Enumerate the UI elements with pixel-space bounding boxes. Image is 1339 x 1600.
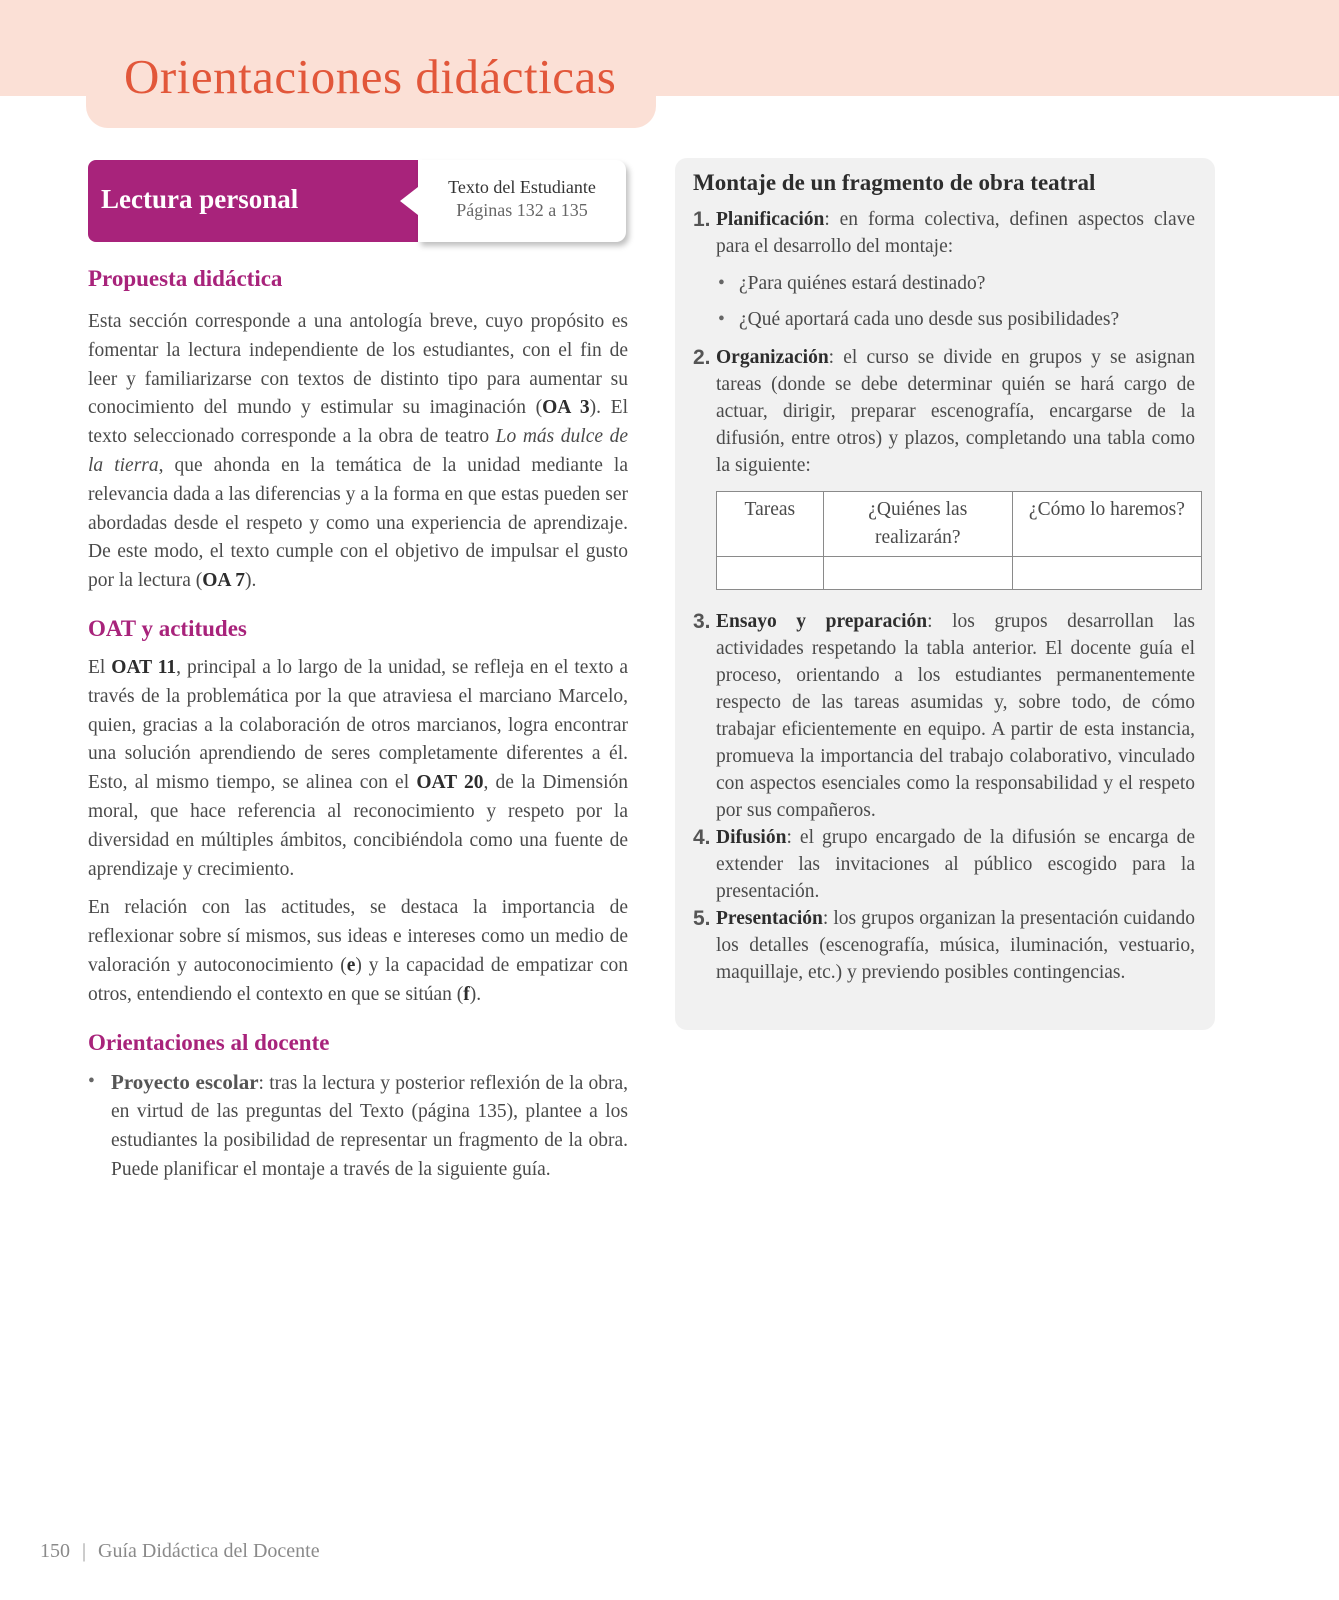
- steps-list: [693, 206, 1195, 986]
- text-run: ).: [469, 983, 482, 1005]
- step-item: [693, 824, 1195, 905]
- step-item: [693, 905, 1195, 986]
- reference-book: Texto del Estudiante: [448, 177, 596, 197]
- tasks-table: [716, 491, 1202, 590]
- step-text: : los grupos desarrollan las actividades respetando la tabla anterior. El docente guía el proceso, orientando a los estudiantes permanentemente respecto de las tareas asumidas y, sobre todo, de cómo trabajar eficientemente en equipo. A partir de esta instancia, promueva la importancia del trabajo colaborativo, vinculado con aspectos esenciales como la responsabilidad y el respeto por sus compañeros.: [716, 611, 1195, 821]
- box-title: Montaje de un fragmento de obra teatral: [693, 170, 1096, 195]
- table-header: ¿Cómo lo haremos?: [1012, 492, 1201, 557]
- step-text: : en forma colectiva, definen aspectos clave para el desarrollo del montaje:: [716, 209, 1195, 257]
- step-text: : los grupos organizan la presentación cuidando los detalles (escenografía, música, iluminación, vestuario, maquillaje, etc.) y previendo posibles contingencias.: [716, 908, 1195, 983]
- heading-oat: OAT y actitudes: [88, 615, 247, 641]
- table-row: [717, 557, 1202, 590]
- step-text: : el grupo encargado de la difusión se encarga de extender las invitaciones al público escogido para la presentación.: [716, 827, 1195, 902]
- work-title: Lo más dulce de la tierra: [88, 426, 628, 476]
- bullet-label: Proyecto escolar: [111, 1069, 259, 1094]
- step-item: [693, 608, 1195, 824]
- section-title: Lectura personal: [101, 184, 299, 214]
- heading-propuesta: Propuesta didáctica: [88, 266, 283, 291]
- step-label: Organización: [716, 347, 829, 368]
- oat-reference: OAT 11: [111, 656, 177, 678]
- text-run: ). El texto seleccionado corresponde a la obra de teatro: [88, 397, 628, 448]
- text-run: En relación con las actitudes, se destaca la importancia de reflexionar sobre sí mismos, sus ideas e intereses como un medio de valoración y autoconocimiento (: [88, 897, 628, 976]
- step-label: Planificación: [716, 209, 825, 230]
- step-number: 1.: [693, 208, 711, 231]
- section-banner: [88, 160, 628, 242]
- list-item: [88, 1068, 628, 1185]
- oa-reference: OA 3: [542, 397, 590, 419]
- step-number: 2.: [693, 346, 711, 369]
- step-number: 4.: [693, 826, 711, 849]
- oat-reference: OAT 20: [416, 772, 484, 794]
- step-label: Presentación: [716, 908, 823, 929]
- orientaciones-list: [88, 1068, 628, 1185]
- table-cell: [823, 557, 1012, 590]
- text-run: , que ahonda en la temática de la unidad mediante la relevancia dada a las diferencias y a la forma en que estas pueden ser abordadas desde el respeto y como una experiencia de aprendizaje. De este modo, el texto cumple con el objetivo de impulsar el gusto por la lectura (: [88, 454, 629, 592]
- page-title: Orientaciones didácticas: [124, 49, 617, 104]
- footer-separator: |: [82, 1540, 87, 1562]
- table-cell: [717, 557, 824, 590]
- left-column: [88, 266, 628, 1185]
- text-run: El: [88, 656, 112, 678]
- sub-item: • ¿Para quiénes estará destinado?: [716, 266, 1195, 302]
- book-title: Guía Didáctica del Docente: [98, 1540, 320, 1562]
- text-run: ).: [245, 570, 257, 592]
- step-label: Ensayo y preparación: [716, 611, 928, 632]
- reference-pages: Páginas 132 a 135: [456, 200, 588, 220]
- table-header-row: [717, 492, 1202, 557]
- paragraph-oat-2: [88, 894, 628, 1009]
- text-run: ) y la capacidad de empatizar con otros, entendiendo el contexto en que se sitúan (: [88, 954, 628, 1005]
- text-run: Esta sección corresponde a una antología breve, cuyo propósito es fomentar la lectura independiente de los estudiantes, con el fin de leer y familiarizarse con textos de distinto tipo para aumentar su conocimiento del mundo y estimular su imaginación (: [88, 311, 628, 419]
- step-number: 3.: [693, 610, 711, 633]
- table-header: ¿Quiénes las realizarán?: [823, 492, 1012, 557]
- attitude-reference: f: [463, 983, 470, 1005]
- step-item: [693, 344, 1195, 590]
- paragraph-propuesta: [88, 308, 628, 596]
- heading-orientaciones: Orientaciones al docente: [88, 1029, 330, 1055]
- student-text-reference: [418, 160, 626, 242]
- montaje-box: [675, 158, 1215, 1030]
- oa-reference: OA 7: [202, 570, 246, 592]
- sub-item: • ¿Qué aportará cada uno desde sus posibilidades?: [716, 302, 1195, 338]
- step-number: 5.: [693, 907, 711, 930]
- text-run: , de la Dimensión moral, que hace referencia al reconocimiento y respeto por la diversidad en múltiples ámbitos, concibiéndola como una fuente de aprendizaje y crecimiento.: [88, 772, 628, 880]
- table-header: Tareas: [717, 492, 824, 557]
- step-label: Difusión: [716, 827, 787, 848]
- sub-list: [716, 266, 1195, 338]
- attitude-reference: e: [346, 954, 356, 976]
- banner-main: [88, 160, 423, 242]
- table-cell: [1012, 557, 1201, 590]
- step-item: [693, 206, 1195, 338]
- paragraph-oat-1: [88, 654, 628, 884]
- step-text: : el curso se divide en grupos y se asignan tareas (donde se debe determinar quién se hará cargo de actuar, dirigir, preparar escenografía, encargarse de la difusión, entre otros) y plazos, completando una tabla como la siguiente:: [716, 347, 1195, 476]
- page-number: 150: [40, 1540, 70, 1562]
- page-footer: [40, 1540, 320, 1563]
- bullet-text: : tras la lectura y posterior reflexión de la obra, en virtud de las preguntas del Texto (página 135), plantee a los estudiantes la posibilidad de representar un fragmento de la obra. Puede planificar el montaje a través de la siguiente guía.: [111, 1072, 629, 1180]
- text-run: , principal a lo largo de la unidad, se refleja en el texto a través de la problemática por la que atraviesa el marciano Marcelo, quien, gracias a la colaboración de otros marcianos, logra encontrar una solución aprendiendo de seres completamente diferentes a él. Esto, al mismo tiempo, se alinea con el: [88, 656, 628, 794]
